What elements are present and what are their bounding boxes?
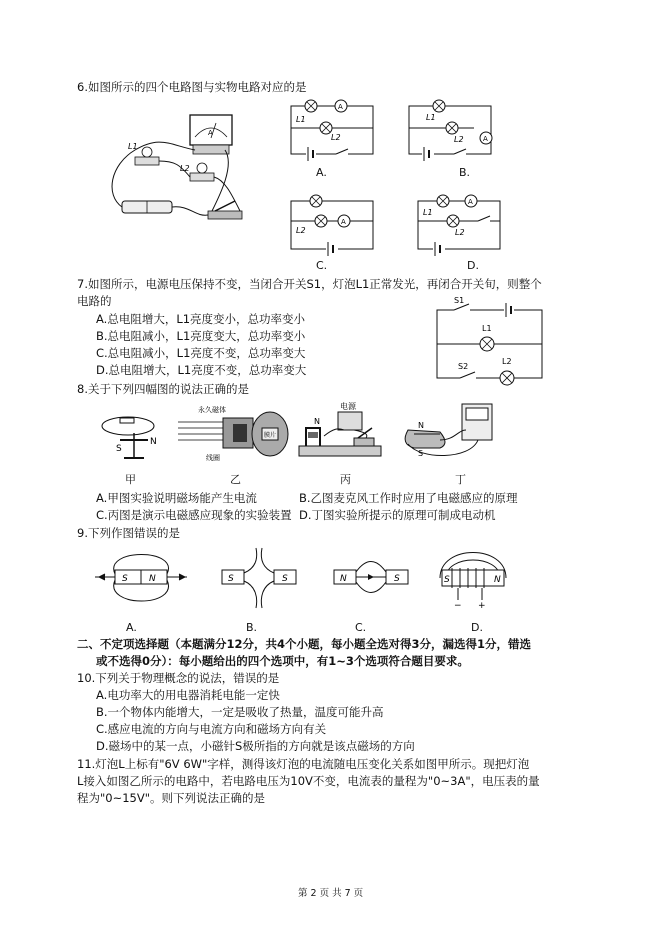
q7-option-b: B.总电阻减小，L1亮度变大，总功率变小 xyxy=(96,329,306,343)
svg-text:S: S xyxy=(282,574,288,584)
q9-fig-b xyxy=(218,548,300,610)
svg-text:A: A xyxy=(483,135,488,143)
q6-circuit-d xyxy=(413,193,508,258)
q8-fig-ding xyxy=(400,400,500,466)
q9-option-a: A. xyxy=(126,621,137,634)
svg-text:+: + xyxy=(478,601,486,611)
q8-stem: 8.关于下列四幅图的说法正确的是 xyxy=(77,382,249,396)
q9-fig-a xyxy=(95,548,187,610)
svg-text:S: S xyxy=(228,574,234,584)
q9-fig-c xyxy=(330,548,412,610)
q7-option-c: C.总电阻减小，L1亮度不变，总功率变大 xyxy=(96,346,306,360)
svg-text:L1: L1 xyxy=(482,324,492,333)
svg-text:L2: L2 xyxy=(455,228,465,237)
svg-text:S: S xyxy=(122,574,128,584)
q9-option-c: C. xyxy=(355,621,367,634)
svg-text:S: S xyxy=(394,574,400,584)
q6-option-d: D. xyxy=(467,259,479,272)
page-footer: 第 2 页 共 7 页 xyxy=(298,888,364,899)
svg-text:L2: L2 xyxy=(454,135,464,144)
q10-stem: 10.下列关于物理概念的说法，错误的是 xyxy=(77,671,280,685)
section2-line2: 或不选得0分）：每小题给出的四个选项中，有1~3个选项符合题目要求。 xyxy=(96,654,469,668)
q9-fig-d xyxy=(432,548,514,610)
q8-fig-yi xyxy=(178,404,290,466)
svg-text:电源: 电源 xyxy=(340,402,356,411)
svg-text:线圈: 线圈 xyxy=(206,454,220,462)
q11-line1: 11.灯泡L上标有"6V 6W"字样，测得该灯泡的电流随电压变化关系如图甲所示。现把灯泡 xyxy=(77,757,530,771)
svg-text:N: N xyxy=(149,574,156,584)
svg-text:L2: L2 xyxy=(180,164,190,173)
q6-circuit-c xyxy=(286,193,381,258)
q9-stem: 9.下列作图错误的是 xyxy=(77,526,180,540)
svg-text:L1: L1 xyxy=(423,208,433,217)
svg-text:N: N xyxy=(418,421,424,430)
svg-text:S: S xyxy=(418,449,424,458)
q6-option-a: A. xyxy=(316,166,327,179)
svg-text:S: S xyxy=(444,575,450,585)
svg-text:L1: L1 xyxy=(426,113,436,122)
svg-text:A: A xyxy=(208,129,213,137)
q7-stem-line2: 电路的 xyxy=(77,294,112,308)
q8-label-bing: 丙 xyxy=(340,473,351,486)
svg-text:N: N xyxy=(340,574,347,584)
q10-option-a: A.电功率大的用电器消耗电能一定快 xyxy=(96,688,280,702)
q8-option-c: C.丙图是演示电磁感应现象的实验装置 xyxy=(96,508,292,522)
q7-option-d: D.总电阻增大，L1亮度不变，总功率变大 xyxy=(96,363,307,377)
svg-text:L2: L2 xyxy=(296,226,306,235)
q8-option-a: A.甲图实验说明磁场能产生电流 xyxy=(96,491,257,505)
svg-text:A: A xyxy=(468,198,473,206)
svg-text:L1: L1 xyxy=(296,115,306,124)
q8-label-ding: 丁 xyxy=(455,473,466,486)
svg-text:N: N xyxy=(150,437,157,447)
q10-option-c: C.感应电流的方向与电流方向和磁场方向有关 xyxy=(96,722,327,736)
section2-line1: 二、不定项选择题（本题满分12分，共4个小题，每小题全选对得3分，漏选得1分，错选 xyxy=(77,637,532,651)
q9-option-d: D. xyxy=(471,621,483,634)
q6-circuit-a xyxy=(286,98,381,163)
svg-text:永久磁体: 永久磁体 xyxy=(198,406,226,414)
svg-text:N: N xyxy=(314,417,320,426)
svg-text:S: S xyxy=(116,444,122,454)
q6-circuit-b xyxy=(404,98,504,163)
q6-option-c: C. xyxy=(316,259,328,272)
svg-text:S1: S1 xyxy=(454,296,465,305)
q11-line3: 程为"0~15V"。则下列说法正确的是 xyxy=(77,791,266,805)
svg-text:A: A xyxy=(338,103,343,111)
q6-option-b: B. xyxy=(459,166,471,179)
svg-text:L2: L2 xyxy=(502,357,512,366)
q8-label-yi: 乙 xyxy=(230,473,241,486)
q6-stem: 6.如图所示的四个电路图与实物电路对应的是 xyxy=(77,80,307,94)
q7-stem-line1: 7.如图所示，电源电压保持不变，当闭合开关S1，灯泡L1正常发光，再闭合开关旬，则整个 xyxy=(77,277,542,291)
q8-label-jia: 甲 xyxy=(125,473,136,486)
q8-fig-bing xyxy=(294,398,386,466)
q6-physical-circuit xyxy=(100,105,250,235)
svg-text:−: − xyxy=(454,601,462,611)
q8-option-b: B.乙图麦克风工作时应用了电磁感应的原理 xyxy=(299,491,518,505)
q8-option-d: D.丁图实验所提示的原理可制成电动机 xyxy=(299,508,496,522)
q7-circuit xyxy=(432,296,547,384)
svg-text:L2: L2 xyxy=(331,133,341,142)
svg-text:A: A xyxy=(341,218,346,226)
q11-line2: L接入如图乙所示的电路中，若电路电压为10V不变，电流表的量程为"0~3A"，电压表的量 xyxy=(77,774,540,788)
svg-text:膜片: 膜片 xyxy=(264,432,277,439)
q8-fig-jia xyxy=(98,406,168,466)
q9-option-b: B. xyxy=(246,621,258,634)
q7-option-a: A.总电阻增大，L1亮度变小，总功率变小 xyxy=(96,312,306,326)
svg-text:L1: L1 xyxy=(128,142,138,151)
q10-option-b: B.一个物体内能增大，一定是吸收了热量，温度可能升高 xyxy=(96,705,384,719)
q10-option-d: D.磁场中的某一点，小磁针S极所指的方向就是该点磁场的方向 xyxy=(96,739,415,753)
svg-text:N: N xyxy=(494,575,501,585)
svg-text:S2: S2 xyxy=(458,362,469,371)
